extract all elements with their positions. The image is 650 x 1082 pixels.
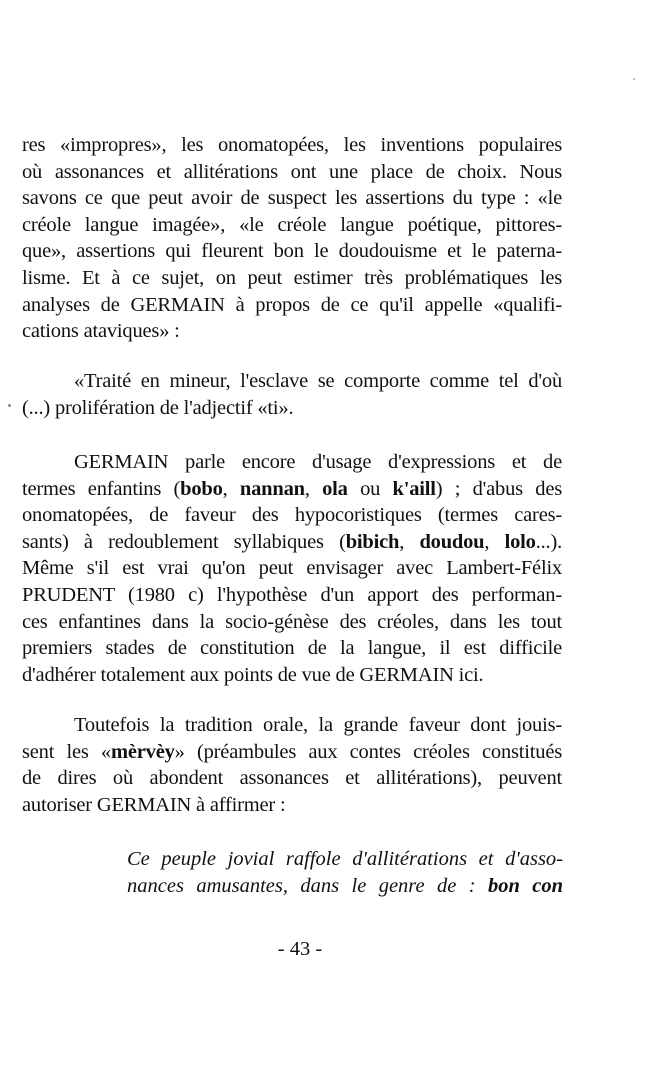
- text-line: que», assertions qui fleurent bon le doudouisme et le paterna-: [22, 240, 562, 263]
- page-number: - 43 -: [277, 938, 323, 960]
- text-line: onomatopées, de faveur des hypocoristiques (termes cares-: [22, 504, 562, 527]
- creole-term: nannan: [239, 477, 305, 500]
- text-line: (...) prolifération de l'adjectif «ti».: [22, 396, 294, 419]
- text-segment: nances amusantes, dans le genre de :: [127, 875, 488, 897]
- text-line: savons ce que peut avoir de suspect les assertions du type : «le: [22, 187, 562, 210]
- text-segment: ,: [484, 530, 505, 553]
- text-line: Toutefois la tradition orale, la grande faveur dont jouis-: [74, 714, 562, 736]
- creole-term: lolo: [504, 530, 536, 553]
- text-line: premiers stades de constitution de la langue, il est difficile: [22, 637, 562, 660]
- text-segment: ,: [304, 477, 323, 500]
- quote-line: [127, 873, 563, 900]
- paragraph-1: [22, 132, 562, 345]
- text-line: [22, 739, 562, 766]
- creole-term: bibich: [345, 530, 400, 553]
- text-line: d'adhérer totalement aux points de vue de GERMAIN ici.: [22, 663, 484, 686]
- text-line: «Traité en mineur, l'esclave se comporte comme tel d'où: [74, 370, 562, 392]
- creole-term: bobo: [180, 477, 223, 500]
- text-line: [22, 476, 562, 503]
- text-line: PRUDENT (1980 c) l'hypothèse d'un apport des performan-: [22, 583, 562, 606]
- text-segment: ) ; d'abus des: [435, 477, 562, 500]
- text-segment: ou: [347, 477, 393, 500]
- text-line: GERMAIN parle encore d'usage d'expressions et de: [74, 451, 562, 473]
- creole-term: mèrvèy: [110, 740, 175, 763]
- text-line: cations ataviques» :: [22, 320, 180, 343]
- text-segment: sants) à redoublement syllabiques (: [22, 530, 346, 553]
- creole-term: k'aill: [392, 477, 436, 500]
- paragraph-4: [22, 712, 562, 818]
- paragraph-2-citation: [22, 368, 562, 421]
- creole-term: doudou: [419, 530, 485, 553]
- text-line: Même s'il est vrai qu'on peut envisager avec Lambert-Félix: [22, 557, 562, 580]
- text-line: analyses de GERMAIN à propos de ce qu'il appelle «qualifi-: [22, 293, 562, 316]
- paragraph-3: [22, 449, 562, 688]
- text-line: autoriser GERMAIN à affirmer :: [22, 793, 286, 816]
- text-segment: termes enfantins (: [22, 477, 181, 500]
- scan-speck: [8, 404, 11, 407]
- text-segment: ,: [399, 530, 420, 553]
- text-segment: » (préambules aux contes créoles constitués: [174, 740, 562, 763]
- text-line: lisme. Et à ce sujet, on peut estimer très problématiques les: [22, 266, 562, 289]
- text-line: où assonances et allitérations ont une place de choix. Nous: [22, 160, 562, 183]
- text-line: res «impropres», les onomatopées, les inventions populaires: [22, 134, 562, 156]
- block-quote: [127, 846, 563, 900]
- text-segment: ,: [222, 477, 240, 500]
- text-line: créole langue imagée», «le créole langue poétique, pittores-: [22, 213, 562, 236]
- quote-line: Ce peuple jovial raffole d'allitérations et d'asso-: [127, 848, 563, 870]
- text-segment: ...).: [535, 530, 562, 553]
- scan-speck: [633, 78, 635, 80]
- quoted-phrase: bon con: [487, 875, 563, 897]
- text-line: ces enfantines dans la socio-génèse des créoles, dans les tout: [22, 610, 562, 633]
- text-line: de dires où abondent assonances et allitérations), peuvent: [22, 767, 562, 790]
- creole-term: ola: [322, 477, 348, 500]
- text-line: [22, 529, 562, 556]
- text-segment: sent les «: [22, 740, 111, 763]
